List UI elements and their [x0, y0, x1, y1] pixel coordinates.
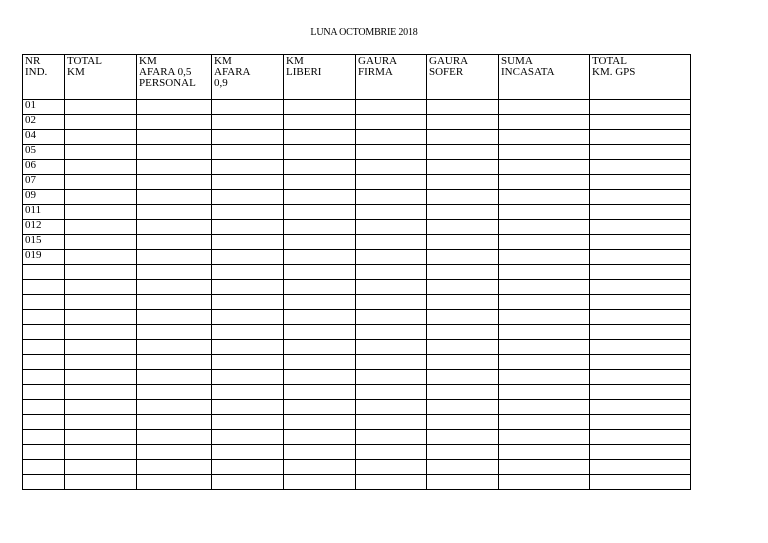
table-cell [590, 145, 691, 160]
document-title: LUNA OCTOMBRIE 2018 [310, 27, 418, 38]
table-cell [212, 460, 284, 475]
row-id-cell: 012 [23, 220, 65, 235]
table-cell [212, 190, 284, 205]
table-cell [499, 130, 590, 145]
table-cell [590, 460, 691, 475]
row-id-cell [23, 325, 65, 340]
table-body [23, 100, 691, 490]
table-cell [427, 340, 499, 355]
table-cell [499, 430, 590, 445]
table-cell [284, 280, 356, 295]
table-cell [65, 160, 137, 175]
table-cell [65, 205, 137, 220]
table-cell [427, 265, 499, 280]
column-header [137, 55, 212, 100]
table-cell [212, 250, 284, 265]
monthly-km-table [22, 54, 691, 490]
table-cell [137, 220, 212, 235]
table-cell [590, 190, 691, 205]
table-cell [356, 310, 427, 325]
table-cell [284, 385, 356, 400]
table-cell [427, 295, 499, 310]
table-cell [356, 280, 427, 295]
row-id-cell [23, 355, 65, 370]
table-cell [499, 175, 590, 190]
table-cell [356, 175, 427, 190]
table-cell [137, 145, 212, 160]
table-cell [65, 100, 137, 115]
table-cell [137, 205, 212, 220]
table-cell [427, 115, 499, 130]
table-cell [499, 400, 590, 415]
table-cell [590, 130, 691, 145]
table-cell [137, 160, 212, 175]
table-cell [284, 310, 356, 325]
column-header-line: INCASATA [501, 66, 555, 78]
table-cell [212, 100, 284, 115]
row-id-cell [23, 475, 65, 490]
table-cell [137, 100, 212, 115]
table-cell [590, 175, 691, 190]
table-cell [284, 445, 356, 460]
column-header-line: KM [214, 55, 232, 67]
table-cell [590, 235, 691, 250]
table-cell [590, 385, 691, 400]
column-header [427, 55, 499, 100]
table-row [23, 415, 691, 430]
table-cell [590, 115, 691, 130]
table-cell [137, 385, 212, 400]
table-cell [427, 100, 499, 115]
table-cell [137, 310, 212, 325]
table-cell [499, 205, 590, 220]
table-cell [356, 325, 427, 340]
column-header-line: FIRMA [358, 66, 393, 78]
table-cell [284, 205, 356, 220]
table-cell [212, 115, 284, 130]
column-header-line: AFARA [214, 66, 251, 78]
table-cell [212, 280, 284, 295]
row-id-cell: 019 [23, 250, 65, 265]
table-row [23, 310, 691, 325]
table-cell [356, 445, 427, 460]
table-cell [499, 145, 590, 160]
table-cell [427, 175, 499, 190]
row-id-cell [23, 310, 65, 325]
table-cell [65, 280, 137, 295]
table-cell [590, 280, 691, 295]
table-cell [427, 385, 499, 400]
table-cell [65, 385, 137, 400]
table-row [23, 160, 691, 175]
table-cell [590, 220, 691, 235]
table-cell [284, 175, 356, 190]
table-cell [590, 475, 691, 490]
table-cell [356, 100, 427, 115]
table-cell [65, 130, 137, 145]
table-cell [499, 295, 590, 310]
column-header-line: KM. GPS [592, 66, 636, 78]
table-cell [590, 340, 691, 355]
table-cell [427, 280, 499, 295]
table-cell [212, 370, 284, 385]
row-id-cell: 01 [23, 100, 65, 115]
table-cell [427, 415, 499, 430]
column-header-line: SOFER [429, 66, 464, 78]
table-cell [65, 220, 137, 235]
column-header-line: SUMA [501, 55, 533, 67]
table-cell [137, 130, 212, 145]
table-cell [427, 235, 499, 250]
table-cell [284, 130, 356, 145]
table-cell [427, 130, 499, 145]
table-cell [356, 220, 427, 235]
table-cell [65, 115, 137, 130]
table-cell [212, 400, 284, 415]
table-cell [137, 175, 212, 190]
column-header [65, 55, 137, 100]
table-cell [284, 430, 356, 445]
table-cell [212, 235, 284, 250]
row-id-cell: 07 [23, 175, 65, 190]
table-cell [65, 400, 137, 415]
table-row [23, 175, 691, 190]
column-header-line: GAURA [358, 55, 398, 67]
table-cell [212, 325, 284, 340]
table-cell [284, 400, 356, 415]
table-cell [284, 235, 356, 250]
table-cell [499, 385, 590, 400]
table-cell [590, 160, 691, 175]
table-cell [499, 160, 590, 175]
table-cell [284, 115, 356, 130]
table-cell [427, 145, 499, 160]
table-cell [284, 265, 356, 280]
table-cell [137, 235, 212, 250]
column-header [590, 55, 691, 100]
column-header-line: TOTAL [592, 55, 627, 67]
row-id-cell: 06 [23, 160, 65, 175]
table-cell [427, 250, 499, 265]
table-cell [499, 325, 590, 340]
row-id-cell [23, 280, 65, 295]
row-id-cell [23, 430, 65, 445]
table-cell [212, 445, 284, 460]
table-cell [212, 145, 284, 160]
table-cell [137, 265, 212, 280]
column-header-line: PERSONAL [139, 77, 196, 89]
table-row [23, 220, 691, 235]
table-row [23, 265, 691, 280]
row-id-cell: 05 [23, 145, 65, 160]
table-cell [356, 235, 427, 250]
table-cell [284, 460, 356, 475]
table-cell [212, 295, 284, 310]
column-header-line: NR [25, 55, 41, 67]
table-cell [590, 265, 691, 280]
table-row [23, 355, 691, 370]
row-id-cell [23, 415, 65, 430]
table-cell [284, 100, 356, 115]
table-cell [212, 160, 284, 175]
table-cell [590, 310, 691, 325]
table-row [23, 445, 691, 460]
row-id-cell: 015 [23, 235, 65, 250]
table-cell [499, 475, 590, 490]
table-cell [212, 475, 284, 490]
table-cell [212, 310, 284, 325]
column-header-line: 0,9 [214, 77, 228, 89]
table-cell [499, 115, 590, 130]
table-cell [65, 475, 137, 490]
table-cell [284, 340, 356, 355]
column-header-line: KM [286, 55, 304, 67]
table-cell [65, 460, 137, 475]
table-cell [499, 445, 590, 460]
table-cell [356, 340, 427, 355]
table-cell [427, 460, 499, 475]
table-cell [356, 160, 427, 175]
table-cell [65, 445, 137, 460]
column-header [284, 55, 356, 100]
table-cell [137, 445, 212, 460]
row-id-cell: 04 [23, 130, 65, 145]
table-cell [284, 220, 356, 235]
table-cell [590, 445, 691, 460]
table-cell [284, 190, 356, 205]
table-cell [427, 475, 499, 490]
table-cell [590, 205, 691, 220]
column-header-line: LIBERI [286, 66, 322, 78]
table-cell [284, 160, 356, 175]
table-cell [137, 295, 212, 310]
table-cell [590, 325, 691, 340]
table-cell [499, 460, 590, 475]
table-row [23, 460, 691, 475]
table-cell [499, 100, 590, 115]
table-cell [427, 205, 499, 220]
table-row [23, 340, 691, 355]
table-cell [356, 265, 427, 280]
table-cell [212, 265, 284, 280]
table-cell [590, 430, 691, 445]
table-cell [212, 415, 284, 430]
table-cell [284, 295, 356, 310]
table-cell [65, 370, 137, 385]
table-cell [137, 460, 212, 475]
table-cell [137, 115, 212, 130]
column-header [212, 55, 284, 100]
table-cell [590, 415, 691, 430]
table-cell [427, 400, 499, 415]
table-cell [356, 385, 427, 400]
table-cell [356, 355, 427, 370]
table-cell [499, 280, 590, 295]
table-cell [212, 220, 284, 235]
table-row [23, 280, 691, 295]
table-cell [356, 460, 427, 475]
table-cell [284, 145, 356, 160]
table-cell [212, 130, 284, 145]
table-cell [65, 415, 137, 430]
table-cell [212, 175, 284, 190]
table-row [23, 205, 691, 220]
table-cell [356, 115, 427, 130]
table-cell [356, 430, 427, 445]
table-cell [137, 280, 212, 295]
table-cell [499, 190, 590, 205]
table-cell [499, 340, 590, 355]
table-cell [284, 475, 356, 490]
table-cell [427, 325, 499, 340]
table-cell [65, 340, 137, 355]
table-cell [499, 310, 590, 325]
table-cell [499, 220, 590, 235]
column-header-line: AFARA 0,5 [139, 66, 192, 78]
table-cell [356, 145, 427, 160]
table-cell [137, 250, 212, 265]
table-cell [499, 415, 590, 430]
table-cell [356, 475, 427, 490]
table-cell [590, 100, 691, 115]
table-cell [137, 325, 212, 340]
table-cell [590, 370, 691, 385]
table-cell [65, 235, 137, 250]
table-cell [65, 430, 137, 445]
table-row [23, 100, 691, 115]
table-cell [590, 355, 691, 370]
table-cell [284, 250, 356, 265]
table-row [23, 115, 691, 130]
table-cell [65, 295, 137, 310]
table-cell [427, 445, 499, 460]
table-cell [356, 130, 427, 145]
table-row [23, 145, 691, 160]
row-id-cell [23, 460, 65, 475]
table-cell [212, 205, 284, 220]
row-id-cell [23, 370, 65, 385]
table-cell [499, 370, 590, 385]
table-cell [427, 370, 499, 385]
row-id-cell [23, 340, 65, 355]
table-cell [212, 385, 284, 400]
table-cell [65, 355, 137, 370]
table-cell [65, 145, 137, 160]
table-cell [356, 295, 427, 310]
column-header-line: TOTAL [67, 55, 102, 67]
table-cell [427, 160, 499, 175]
table-cell [137, 355, 212, 370]
table-cell [212, 340, 284, 355]
table-row [23, 235, 691, 250]
table-row [23, 370, 691, 385]
row-id-cell [23, 400, 65, 415]
column-header-line: KM [67, 66, 85, 78]
table-cell [137, 190, 212, 205]
table-cell [499, 265, 590, 280]
row-id-cell [23, 385, 65, 400]
row-id-cell: 011 [23, 205, 65, 220]
table-cell [427, 310, 499, 325]
table-cell [590, 250, 691, 265]
row-id-cell: 09 [23, 190, 65, 205]
table-cell [427, 190, 499, 205]
column-header-line: GAURA [429, 55, 469, 67]
table-cell [284, 370, 356, 385]
table-cell [356, 415, 427, 430]
row-id-cell [23, 265, 65, 280]
table-cell [356, 205, 427, 220]
table-cell [499, 250, 590, 265]
table-cell [65, 250, 137, 265]
table-cell [356, 250, 427, 265]
table-cell [137, 370, 212, 385]
table-cell [137, 475, 212, 490]
column-header-line: KM [139, 55, 157, 67]
row-id-cell [23, 295, 65, 310]
table-cell [590, 400, 691, 415]
table-cell [427, 430, 499, 445]
table-row [23, 295, 691, 310]
column-header [23, 55, 65, 100]
table-cell [284, 325, 356, 340]
column-header [499, 55, 590, 100]
row-id-cell: 02 [23, 115, 65, 130]
table-cell [65, 190, 137, 205]
table-cell [65, 175, 137, 190]
table-cell [137, 415, 212, 430]
table-row [23, 325, 691, 340]
table-row [23, 475, 691, 490]
table-row [23, 430, 691, 445]
table-cell [499, 235, 590, 250]
row-id-cell [23, 445, 65, 460]
table-cell [427, 355, 499, 370]
table-cell [284, 355, 356, 370]
column-header [356, 55, 427, 100]
table-cell [212, 355, 284, 370]
table-cell [65, 310, 137, 325]
table-row [23, 190, 691, 205]
table-cell [427, 220, 499, 235]
table-cell [356, 190, 427, 205]
table-row [23, 385, 691, 400]
table-row [23, 400, 691, 415]
table-cell [590, 295, 691, 310]
table-cell [137, 430, 212, 445]
table-header-row [23, 55, 691, 100]
table-cell [65, 325, 137, 340]
table-row [23, 250, 691, 265]
table-cell [65, 265, 137, 280]
table-cell [137, 340, 212, 355]
table-cell [137, 400, 212, 415]
table-cell [212, 430, 284, 445]
table-cell [356, 400, 427, 415]
table-cell [284, 415, 356, 430]
table-row [23, 130, 691, 145]
table-cell [499, 355, 590, 370]
table-cell [356, 370, 427, 385]
column-header-line: IND. [25, 66, 48, 78]
